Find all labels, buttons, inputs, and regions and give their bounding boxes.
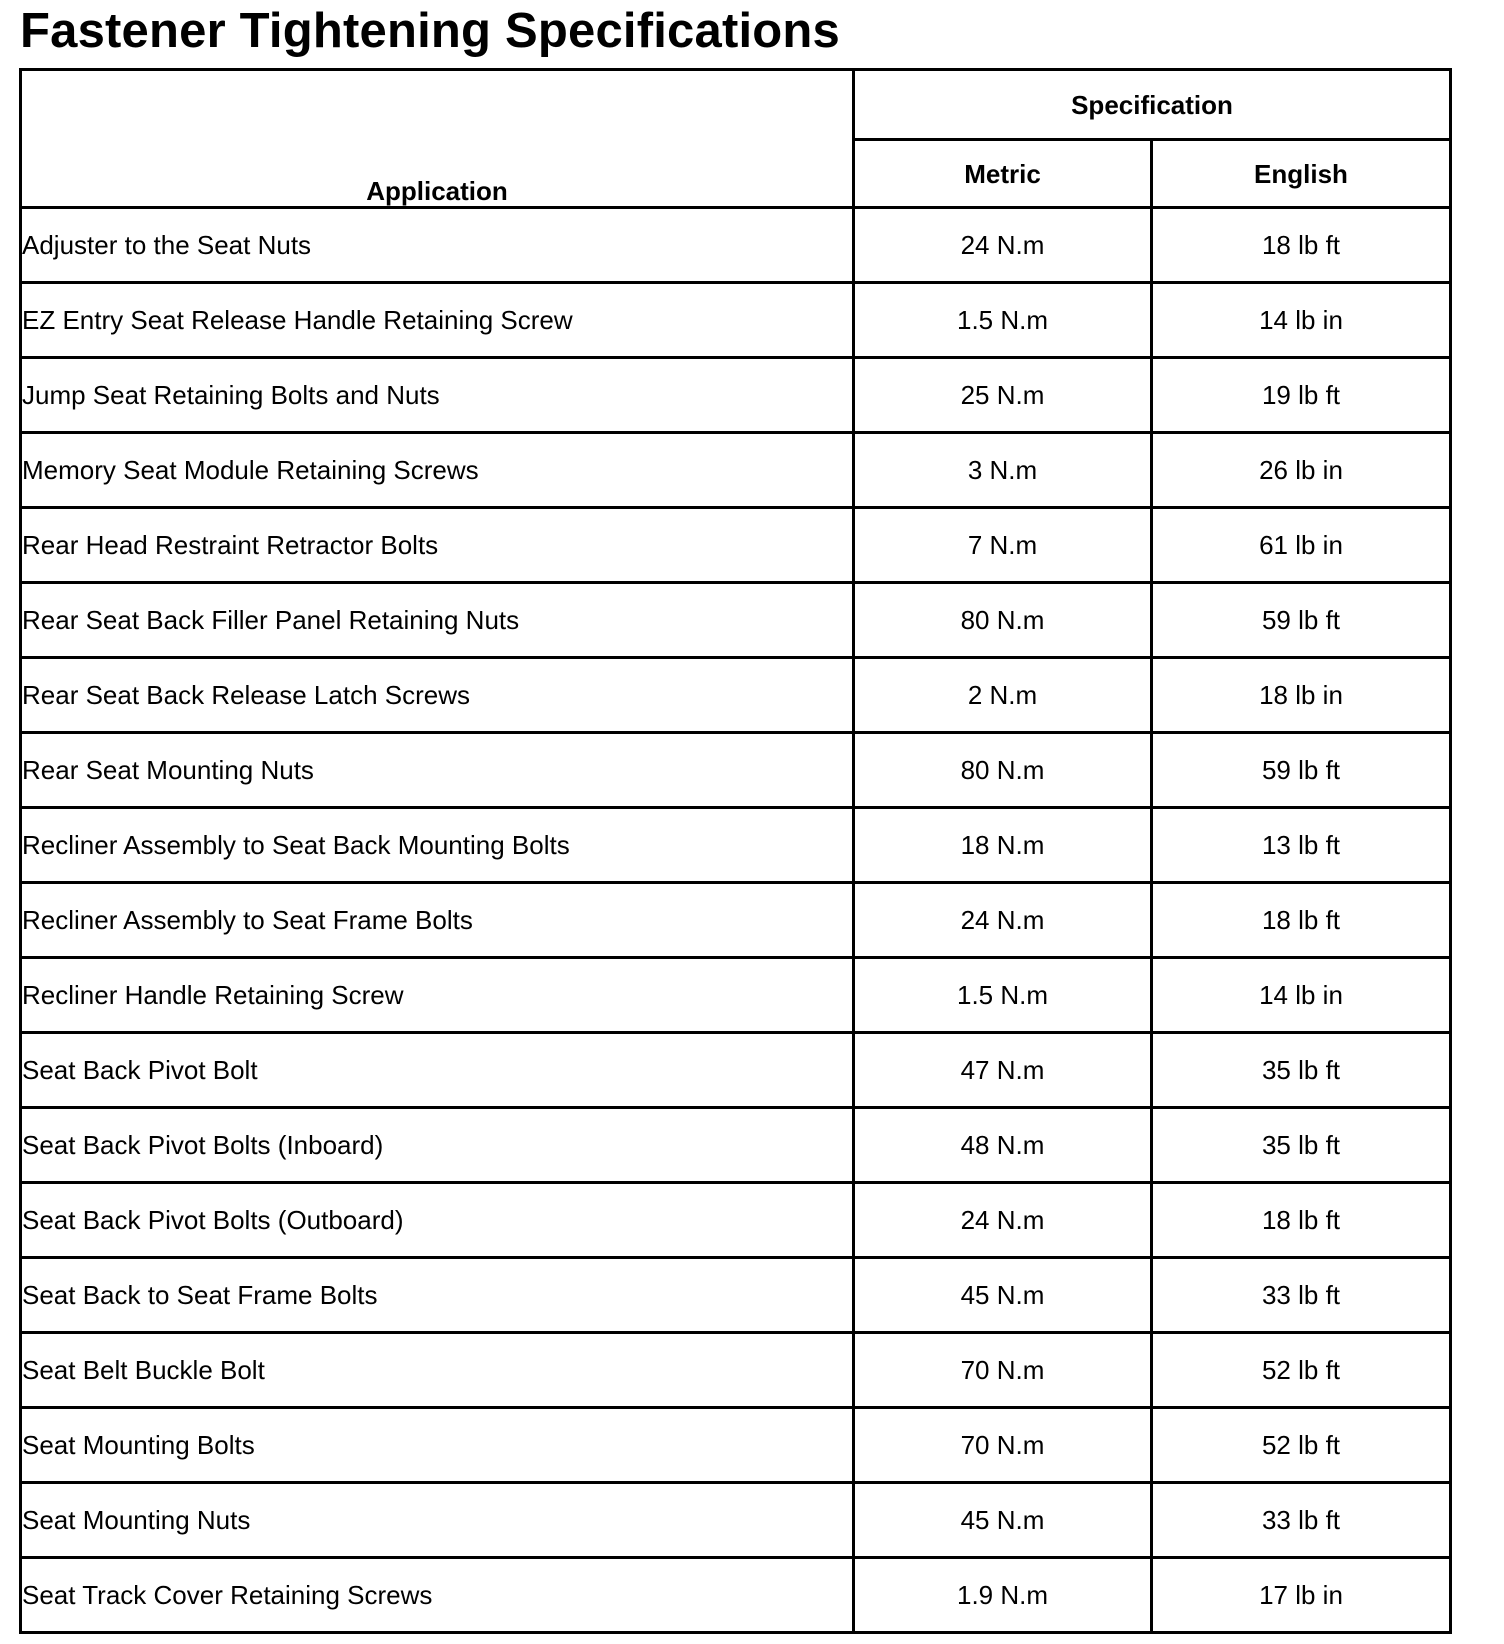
cell-application: Recliner Handle Retaining Screw bbox=[21, 958, 854, 1033]
cell-metric: 80 N.m bbox=[854, 733, 1152, 808]
table-row bbox=[21, 1183, 1451, 1258]
cell-english: 52 lb ft bbox=[1152, 1333, 1451, 1408]
table-header bbox=[21, 70, 1451, 208]
cell-english: 19 lb ft bbox=[1152, 358, 1451, 433]
cell-english: 35 lb ft bbox=[1152, 1033, 1451, 1108]
cell-english: 33 lb ft bbox=[1152, 1483, 1451, 1558]
table-row bbox=[21, 1558, 1451, 1633]
cell-application: Rear Seat Back Release Latch Screws bbox=[21, 658, 854, 733]
cell-metric: 70 N.m bbox=[854, 1333, 1152, 1408]
table-body bbox=[21, 208, 1451, 1633]
header-row-top bbox=[21, 70, 1451, 140]
cell-application: Adjuster to the Seat Nuts bbox=[21, 208, 854, 283]
cell-english: 18 lb ft bbox=[1152, 1183, 1451, 1258]
cell-metric: 2 N.m bbox=[854, 658, 1152, 733]
cell-english: 17 lb in bbox=[1152, 1558, 1451, 1633]
cell-application: Rear Seat Mounting Nuts bbox=[21, 733, 854, 808]
column-header-specification: Specification bbox=[854, 70, 1451, 140]
table-row bbox=[21, 208, 1451, 283]
cell-english: 14 lb in bbox=[1152, 958, 1451, 1033]
cell-application: Rear Seat Back Filler Panel Retaining Nuts bbox=[21, 583, 854, 658]
cell-english: 59 lb ft bbox=[1152, 733, 1451, 808]
cell-english: 18 lb in bbox=[1152, 658, 1451, 733]
cell-metric: 45 N.m bbox=[854, 1483, 1152, 1558]
cell-english: 59 lb ft bbox=[1152, 583, 1451, 658]
table-row bbox=[21, 1258, 1451, 1333]
cell-english: 18 lb ft bbox=[1152, 208, 1451, 283]
table-row bbox=[21, 508, 1451, 583]
table-row bbox=[21, 808, 1451, 883]
table-row bbox=[21, 658, 1451, 733]
cell-application: Recliner Assembly to Seat Frame Bolts bbox=[21, 883, 854, 958]
cell-english: 33 lb ft bbox=[1152, 1258, 1451, 1333]
cell-metric: 48 N.m bbox=[854, 1108, 1152, 1183]
cell-application: Rear Head Restraint Retractor Bolts bbox=[21, 508, 854, 583]
cell-application: Jump Seat Retaining Bolts and Nuts bbox=[21, 358, 854, 433]
cell-application: Seat Mounting Nuts bbox=[21, 1483, 854, 1558]
cell-english: 26 lb in bbox=[1152, 433, 1451, 508]
cell-application: Seat Track Cover Retaining Screws bbox=[21, 1558, 854, 1633]
table-row bbox=[21, 883, 1451, 958]
cell-metric: 18 N.m bbox=[854, 808, 1152, 883]
table-row bbox=[21, 433, 1451, 508]
cell-english: 35 lb ft bbox=[1152, 1108, 1451, 1183]
column-header-metric: Metric bbox=[854, 140, 1152, 208]
cell-english: 18 lb ft bbox=[1152, 883, 1451, 958]
cell-metric: 1.9 N.m bbox=[854, 1558, 1152, 1633]
cell-metric: 24 N.m bbox=[854, 208, 1152, 283]
cell-english: 14 lb in bbox=[1152, 283, 1451, 358]
table-row bbox=[21, 1033, 1451, 1108]
table-row bbox=[21, 958, 1451, 1033]
table-row bbox=[21, 583, 1451, 658]
cell-application: Seat Mounting Bolts bbox=[21, 1408, 854, 1483]
cell-metric: 1.5 N.m bbox=[854, 283, 1152, 358]
table-row bbox=[21, 733, 1451, 808]
cell-metric: 47 N.m bbox=[854, 1033, 1152, 1108]
fastener-spec-table bbox=[19, 68, 1452, 1634]
cell-english: 61 lb in bbox=[1152, 508, 1451, 583]
table-row bbox=[21, 1108, 1451, 1183]
cell-application: Seat Back to Seat Frame Bolts bbox=[21, 1258, 854, 1333]
cell-application: EZ Entry Seat Release Handle Retaining Screw bbox=[21, 283, 854, 358]
cell-metric: 24 N.m bbox=[854, 1183, 1152, 1258]
page-title: Fastener Tightening Specifications bbox=[20, 4, 840, 58]
cell-application: Seat Back Pivot Bolts (Inboard) bbox=[21, 1108, 854, 1183]
cell-application: Memory Seat Module Retaining Screws bbox=[21, 433, 854, 508]
column-header-english: English bbox=[1152, 140, 1451, 208]
cell-application: Recliner Assembly to Seat Back Mounting Bolts bbox=[21, 808, 854, 883]
cell-english: 52 lb ft bbox=[1152, 1408, 1451, 1483]
cell-metric: 7 N.m bbox=[854, 508, 1152, 583]
cell-metric: 24 N.m bbox=[854, 883, 1152, 958]
table-row bbox=[21, 1333, 1451, 1408]
cell-english: 13 lb ft bbox=[1152, 808, 1451, 883]
table-row bbox=[21, 358, 1451, 433]
cell-metric: 1.5 N.m bbox=[854, 958, 1152, 1033]
cell-metric: 45 N.m bbox=[854, 1258, 1152, 1333]
cell-application: Seat Back Pivot Bolts (Outboard) bbox=[21, 1183, 854, 1258]
table-row bbox=[21, 283, 1451, 358]
table-row bbox=[21, 1408, 1451, 1483]
cell-metric: 25 N.m bbox=[854, 358, 1152, 433]
cell-metric: 70 N.m bbox=[854, 1408, 1152, 1483]
column-header-application: Application bbox=[21, 70, 854, 208]
cell-application: Seat Belt Buckle Bolt bbox=[21, 1333, 854, 1408]
table-row bbox=[21, 1483, 1451, 1558]
cell-metric: 80 N.m bbox=[854, 583, 1152, 658]
cell-application: Seat Back Pivot Bolt bbox=[21, 1033, 854, 1108]
cell-metric: 3 N.m bbox=[854, 433, 1152, 508]
